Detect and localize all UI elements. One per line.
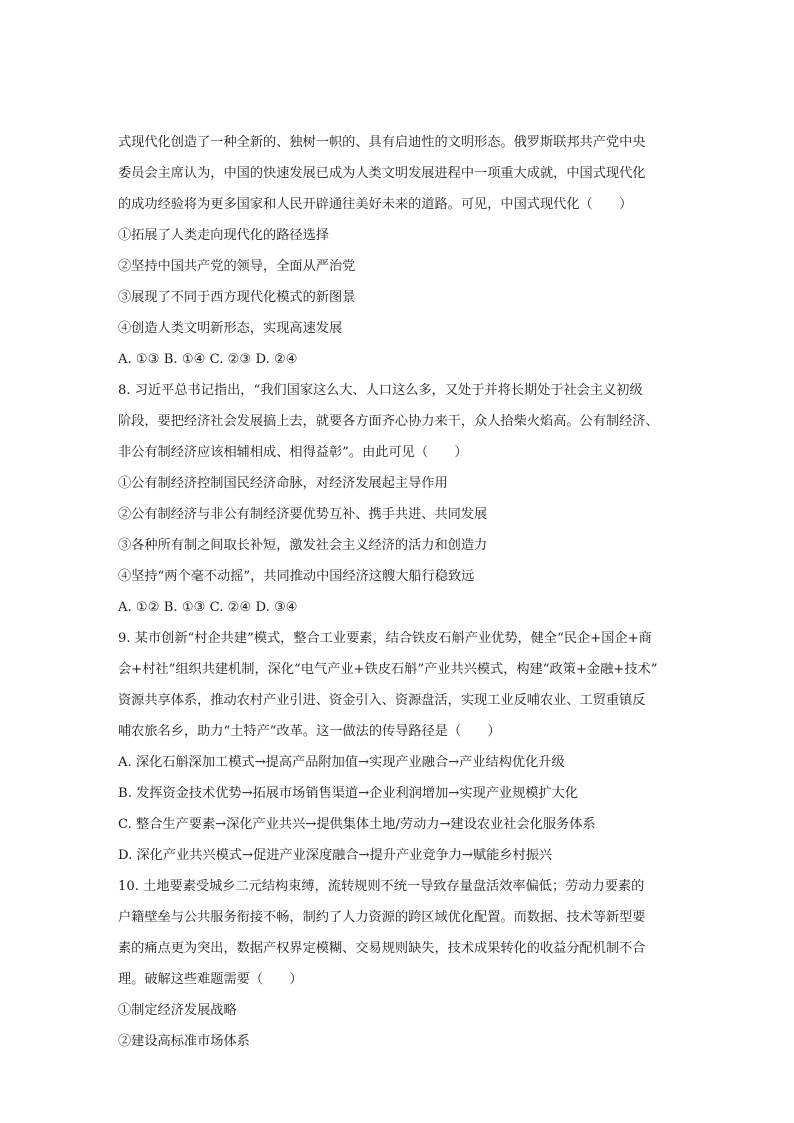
question-7 <box>118 127 678 375</box>
question-10-option-2: ②建设高标准市场体系 <box>118 1034 250 1049</box>
question-8 <box>118 375 678 623</box>
question-10-stem-line: 户籍壁垒与公共服务衔接不畅，制约了人力资源的跨区域优化配置。而数据、技术等新型要 <box>118 910 646 925</box>
question-9-option-a: A. 深化石斛深加工模式→提高产品附加值→实现产业融合→产业结构优化升级 <box>118 755 565 770</box>
question-9-option-d: D. 深化产业共兴模式→促进产业深度融合→提升产业竞争力→赋能乡村振兴 <box>118 848 553 863</box>
question-9-option-b: B. 发挥资金技术优势→拓展市场销售渠道→企业利润增加→实现产业规模扩大化 <box>118 786 579 801</box>
question-9-stem-line: 资源共享体系，推动农村产业引进、资金引入、资源盘活，实现工业反哺农业、工贸重镇反 <box>118 693 646 708</box>
question-7-option-1: ①拓展了人类走向现代化的路径选择 <box>118 228 329 243</box>
question-8-stem-line: 非公有制经济应该相辅相成、相得益彰”。由此可见（ ） <box>118 445 468 460</box>
question-7-option-3: ③展现了不同于西方现代化模式的新图景 <box>118 290 356 305</box>
question-7-stem-line: 式现代化创造了一种全新的、独树一帜的、具有启迪性的文明形态。俄罗斯联邦共产党中央 <box>118 135 646 150</box>
question-9-stem-line: 9. 某市创新“村企共建”模式，整合工业要素，结合铁皮石斛产业优势，健全“民企+国企+商 <box>118 631 652 646</box>
question-10-stem-line: 10. 土地要素受城乡二元结构束缚，流转规则不统一导致存量盘活效率偏低；劳动力要素的 <box>118 879 645 894</box>
question-10-stem-line: 理。破解这些难题需要（ ） <box>118 972 303 987</box>
question-9 <box>118 623 678 871</box>
question-8-option-2: ②公有制经济与非公有制经济要优势互补、携手共进、共同发展 <box>118 507 488 522</box>
question-9-option-c: C. 整合生产要素→深化产业共兴→提供集体土地/劳动力→建设农业社会化服务体系 <box>118 817 596 832</box>
question-8-choices: A. ①② B. ①③ C. ②④ D. ③④ <box>118 600 298 615</box>
question-8-stem-line: 阶段，要把经济社会发展搞上去，就要各方面齐心协力来干，众人拾柴火焰高。公有制经济、 <box>118 414 659 429</box>
question-7-option-2: ②坚持中国共产党的领导，全面从严治党 <box>118 259 356 274</box>
question-7-choices: A. ①③ B. ①④ C. ②③ D. ②④ <box>118 352 298 367</box>
question-8-option-1: ①公有制经济控制国民经济命脉，对经济发展起主导作用 <box>118 476 448 491</box>
question-9-stem-line: 哺农旅名乡，助力“土特产”改革。这一做法的传导路径是（ ） <box>118 724 501 739</box>
question-8-option-4: ④坚持“两个毫不动摇”，共同推动中国经济这艘大船行稳致远 <box>118 569 475 584</box>
question-8-option-3: ③各种所有制之间取长补短，激发社会主义经济的活力和创造力 <box>118 538 488 553</box>
page-content <box>118 127 678 1057</box>
question-10 <box>118 871 678 1057</box>
question-8-stem-line: 8. 习近平总书记指出，“我们国家这么大、人口这么多，又处于并将长期处于社会主义初级 <box>118 383 643 398</box>
question-10-option-1: ①制定经济发展战略 <box>118 1003 237 1018</box>
question-10-stem-line: 素的痛点更为突出，数据产权界定模糊、交易规则缺失，技术成果转化的收益分配机制不合 <box>118 941 646 956</box>
question-7-option-4: ④创造人类文明新形态，实现高速发展 <box>118 321 343 336</box>
question-7-stem-line: 委员会主席认为，中国的快速发展已成为人类文明发展进程中一项重大成就，中国式现代化 <box>118 166 646 181</box>
question-7-stem-line: 的成功经验将为更多国家和人民开辟通往美好未来的道路。可见，中国式现代化（ ） <box>118 197 633 212</box>
question-9-stem-line: 会+村社”组织共建机制，深化“电气产业+铁皮石斛”产业共兴模式，构建“政策+金融+技术” <box>118 662 658 677</box>
